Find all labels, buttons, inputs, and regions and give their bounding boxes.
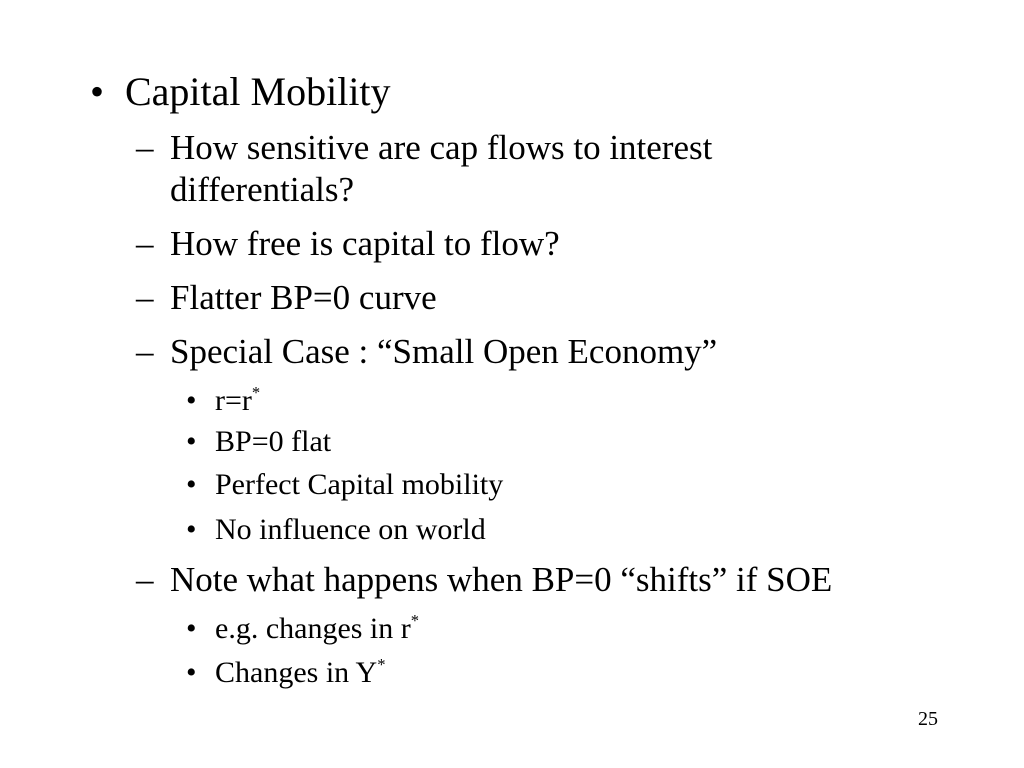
bullet-capital-mobility: [90, 69, 391, 114]
subbullet-text: Flatter BP=0 curve: [170, 278, 437, 317]
item-changes-in-rstar: [186, 610, 420, 645]
bullet-icon: •: [186, 468, 197, 501]
subbullet-text: differentials?: [170, 170, 354, 209]
dash-icon: –: [136, 332, 154, 371]
subbullet-text: Special Case : “Small Open Economy”: [170, 332, 718, 371]
bullet-icon: •: [90, 69, 105, 114]
superscript-star: *: [410, 610, 420, 630]
bullet-icon: •: [186, 656, 197, 689]
item-text: Changes in Y: [215, 656, 378, 689]
subbullet-sensitivity: [136, 130, 712, 165]
page-number: 25: [918, 708, 938, 730]
dash-icon: –: [136, 128, 154, 167]
item-perfect-mobility: [186, 470, 503, 500]
item-r-equals-rstar: [186, 382, 261, 417]
item-text: r=r: [215, 384, 252, 417]
bullet-icon: •: [186, 513, 197, 546]
dash-icon: –: [136, 224, 154, 263]
subbullet-note-shifts: [136, 562, 832, 597]
subbullet-text: How sensitive are cap flows to interest: [170, 128, 713, 167]
bullet-icon: •: [186, 425, 197, 458]
bullet-icon: •: [186, 384, 197, 417]
bullet-icon: •: [186, 612, 197, 645]
dash-icon: –: [136, 560, 154, 599]
item-text: Perfect Capital mobility: [215, 468, 504, 501]
item-no-influence: [186, 515, 486, 545]
item-bp-flat: [186, 427, 331, 457]
subbullet-free-capital: [136, 226, 560, 261]
item-text: e.g. changes in r: [215, 612, 411, 645]
subbullet-flatter-curve: [136, 280, 437, 315]
item-text: No influence on world: [215, 513, 486, 546]
subbullet-text: How free is capital to flow?: [170, 224, 560, 263]
superscript-star: *: [377, 654, 386, 674]
item-text: BP=0 flat: [215, 425, 332, 458]
subbullet-sensitivity-continuation: [170, 172, 354, 207]
item-changes-in-ystar: [186, 654, 386, 689]
subbullet-special-case: [136, 334, 717, 369]
bullet-text: Capital Mobility: [125, 69, 391, 114]
subbullet-text: Note what happens when BP=0 “shifts” if SOE: [170, 560, 833, 599]
superscript-star: *: [251, 382, 261, 402]
dash-icon: –: [136, 278, 154, 317]
